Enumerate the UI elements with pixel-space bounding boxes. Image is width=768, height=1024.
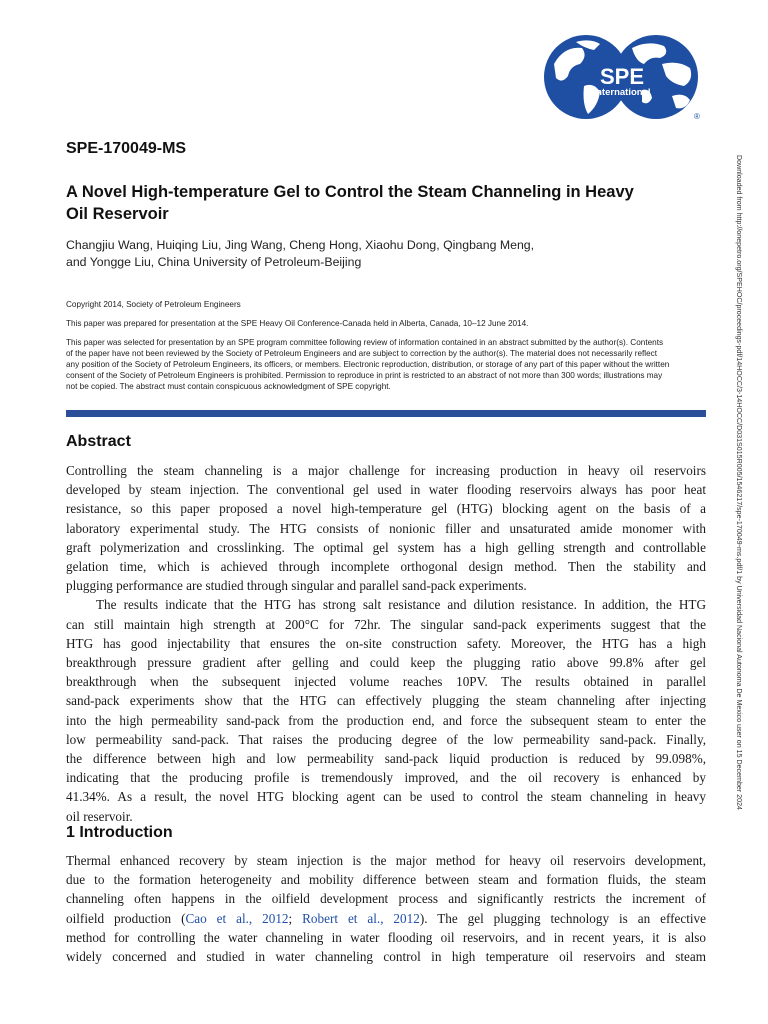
selection-note-line: of the paper have not been reviewed by the Society of Petroleum Engineers and are subject to correction by the author(s). The material does not necessarily reflect (66, 349, 658, 358)
text-line: Thermal enhanced recovery by steam injection is the major method for heavy oil reservoirs development, (66, 853, 706, 868)
authors-line: and Yongge Liu, China University of Petroleum-Beijing (66, 255, 362, 269)
text-line: low permeability sand-pack. That raises the producing degree of the low permeability sand-pack. Finally, (66, 731, 706, 747)
selection-note-line: any position of the Society of Petroleum Engineers, its officers, or members. Electronic reproduction, distribution, or storage of any part of this paper without the written (66, 360, 670, 369)
text-line: HTG has good injectability that ensures the on-site construction safety. Moreover, the HTG has a high (66, 635, 706, 651)
registered-mark: ® (694, 112, 700, 121)
selection-note-line: not be copied. The abstract must contain conspicuous acknowledgment of SPE copyright. (66, 382, 391, 391)
text-line: oil reservoir. (66, 808, 133, 824)
authors-line: Changjiu Wang, Huiqing Liu, Jing Wang, Cheng Hong, Xiaohu Dong, Qingbang Meng, (66, 238, 535, 252)
abstract-paragraph (66, 595, 706, 825)
text-line: can still maintain high strength at 200°C for 72hr. The singular sand-pack experiments suggest that the (66, 616, 706, 632)
text-line: indicating that the producing profile is tremendously improved, and the oil recovery is enhanced by (66, 770, 706, 786)
text-line: breakthrough pressure gradient after gelling and could keep the plugging ratio above 99.8% after gel (66, 655, 706, 671)
logo-text: SPE (599, 64, 645, 89)
text-line: graft polymerization and crosslinking. The optimal gel system has a high gelling strength and controllable (66, 539, 706, 555)
presentation-note: This paper was prepared for presentation at the SPE Heavy Oil Conference-Canada held in Alberta, Canada, 10–12 June 2014. (66, 319, 529, 328)
text-fragment: ). The gel plugging technology is an effective (419, 910, 706, 926)
citation-link-robert-2012[interactable]: Robert et al., 2012 (302, 910, 420, 926)
section-divider (66, 410, 706, 417)
paper-id: SPE-170049-MS (66, 140, 187, 157)
title-line: A Novel High-temperature Gel to Control the Steam Channeling in Heavy (66, 183, 634, 201)
abstract-paragraph (66, 461, 706, 595)
text-line: plugging performance are studied through singular and parallel sand-pack experiments. (66, 578, 527, 594)
text-line: due to the formation heterogeneity and mobility difference between steam and formation fluids, the steam (66, 872, 706, 888)
text-line: resistance, so this paper proposed a novel high-temperature gel (HTG) blocking agent on the basis of a (66, 501, 706, 517)
text-line: gelation time, which is achieved through incomplete orthogonal design method. Then the stability and (66, 559, 706, 575)
introduction-body (66, 851, 706, 966)
spe-international-logo (540, 34, 706, 122)
text-line: channeling often happens in the oilfield development process and significantly restricts the increment of (66, 891, 706, 907)
abstract-heading: Abstract (66, 433, 131, 450)
text-line: the difference between high and low permeability sand-pack liquid production is reduced by 99.098%, (66, 751, 706, 767)
download-watermark: Downloaded from http://onepetro.org/SPEHOC/proceedings-pdf/14HOCC/3-14HOCC/D031S015R005/1546217/spe-170049-ms.pdf/1 by Universidad Nacional Autonoma De Mexico user on 15 December 2024 (735, 155, 743, 810)
selection-note (66, 337, 706, 392)
text-fragment: ; (288, 910, 303, 926)
abstract-body (66, 461, 706, 826)
text-line: 41.34%. As a result, the novel HTG blocking agent can be used to control the steam channeling in heavy (66, 789, 706, 805)
text-line: breakthrough when the subsequent injected volume reaches 10PV. The results obtained in parallel (66, 674, 706, 690)
text-line (66, 909, 706, 928)
logo-subtext: International (593, 87, 651, 98)
copyright-line: Copyright 2014, Society of Petroleum Engineers (66, 300, 241, 309)
selection-note-line: This paper was selected for presentation by an SPE program committee following review of information contained in an abstract submitted by the author(s). Contents (66, 338, 664, 347)
paper-title (66, 181, 706, 225)
authors (66, 237, 706, 271)
citation-link-cao-2012[interactable]: Cao et al., 2012 (185, 910, 289, 926)
text-line: Controlling the steam channeling is a major challenge for increasing production in heavy oil reservoirs (66, 463, 706, 478)
text-line: The results indicate that the HTG has strong salt resistance and dilution resistance. In addition, the HTG (96, 597, 706, 613)
text-line: laboratory experimental study. The HTG consists of nonionic filler and unsaturated amide monomer with (66, 520, 706, 536)
copyright-block (66, 299, 706, 400)
text-line: method for controlling the water channeling in water flooding oil reservoirs, and in recent years, it is also (66, 929, 706, 945)
selection-note-line: consent of the Society of Petroleum Engineers is prohibited. Permission to reproduce in print is restricted to an abstract of not more than 300 words; illustrations may (66, 371, 663, 380)
title-line: Oil Reservoir (66, 205, 169, 223)
text-line: widely concerned and studied in water channeling control in high temperature oil reservoirs and steam (66, 949, 706, 965)
text-line: developed by steam injection. The conventional gel used in water flooding reservoirs always has poor heat (66, 482, 706, 498)
introduction-heading: 1 Introduction (66, 824, 173, 841)
text-fragment: oilfield production ( (66, 910, 186, 926)
text-line: into the high permeability sand-pack from the production end, and force the subsequent steam to enter the (66, 712, 706, 728)
text-line: sand-pack experiments show that the HTG can effectively plugging the steam channeling after injecting (66, 693, 706, 709)
